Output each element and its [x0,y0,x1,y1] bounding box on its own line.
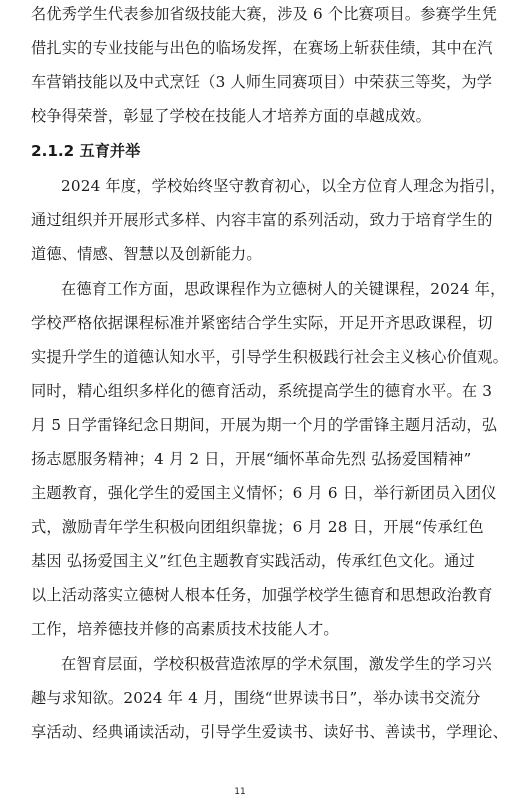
text-line: 车营销技能以及中式烹饪（3 人师生同赛项目）中荣获三等奖，为学 [31,73,493,91]
text-line: 月 5 日学雷锋纪念日期间，开展为期一个月的学雷锋主题月活动，弘 [31,416,498,434]
text-line: 基因 弘扬爱国主义”红色主题教育实践活动，传承红色文化。通过 [31,552,475,570]
text-line: 通过组织并开展形式多样、内容丰富的系列活动，致力于培育学生的 [31,211,493,229]
text-line: 工作，培养德技并修的高素质技术技能人才。 [31,620,339,638]
text-line: 主题教育，强化学生的爱国主义情怀；6 月 6 日，举行新团员入团仪 [31,484,497,502]
paragraph-first-line: 2024 年度，学校始终坚守教育初心，以全方位育人理念为指引， [61,177,506,195]
section-heading: 2.1.2 五育并举 [31,142,141,160]
paragraph-first-line: 在德育工作方面，思政课程作为立德树人的关键课程，2024 年， [61,280,506,298]
text-line: 校争得荣誉，彰显了学校在技能人才培养方面的卓越成效。 [31,107,432,125]
page-number: 11 [234,787,246,797]
text-line: 借扎实的专业技能与出色的临场发挥，在赛场上斩获佳绩，其中在汽 [31,39,493,57]
paragraph-first-line: 在智育层面，学校积极营造浓厚的学术氛围，激发学生的学习兴 [61,655,492,673]
text-line: 趣与求知欲。2024 年 4 月，围绕“世界读书日”，举办读书交流分 [31,689,481,707]
text-line: 同时，精心组织多样化的德育活动，系统提高学生的德育水平。在 3 [31,382,493,400]
text-line: 享活动、经典诵读活动，引导学生爱读书、读好书、善读书，学理论、 [31,723,508,741]
text-line: 名优秀学生代表参加省级技能大赛，涉及 6 个比赛项目。参赛学生凭 [31,5,498,23]
text-line: 实提升学生的道德认知水平，引导学生积极践行社会主义核心价值观。 [31,348,508,366]
text-line: 学校严格依据课程标准并紧密结合学生实际，开足开齐思政课程，切 [31,314,493,332]
text-line: 道德、情感、智慧以及创新能力。 [31,245,262,263]
text-line: 式，激励青年学生积极向团组织靠拢；6 月 28 日，开展“传承红色 [31,518,484,536]
text-line: 以上活动落实立德树人根本任务，加强学校学生德育和思想政治教育 [31,586,493,604]
text-line: 扬志愿服务精神；4 月 2 日，开展“缅怀革命先烈 弘扬爱国精神” [31,450,472,468]
